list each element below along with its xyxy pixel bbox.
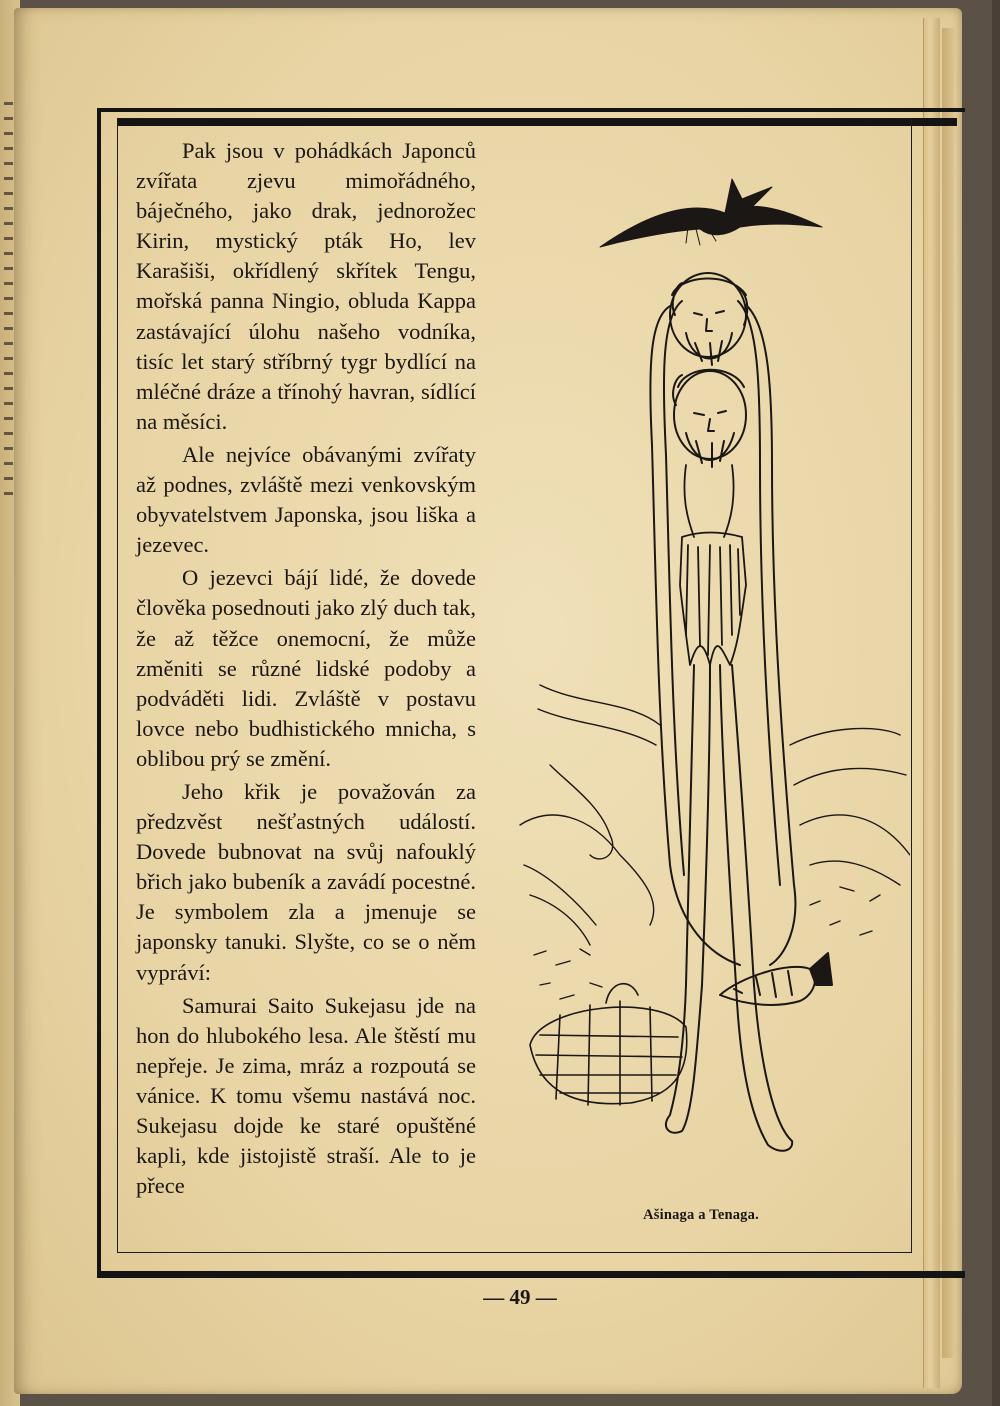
paragraph-2: Ale nejvíce obávanými zvířaty až podnes, zvláště mezi venkovským obyvatelstvem Japonska, jsou liška a jezevec. xyxy=(136,441,476,558)
illustration-caption: Ašinaga a Tenaga. xyxy=(643,1207,759,1223)
paragraph-1: Pak jsou v pohádkách Japonců zvířata zjevu mimořádného, báječného, jako drak, jednorožec Kirin, mystický pták Ho, lev Karašiši, okřídlený skřítek Tengu, mořská panna Ningio, obluda Kappa zastávající úlohu našeho vodníka, tisíc let starý stříbrný tygr bydlící na mléčné dráze a třínohý havran, sídlící na měsíci. xyxy=(136,138,476,434)
bird-drawing xyxy=(600,179,822,247)
long-arms xyxy=(650,301,795,965)
basket-drawing xyxy=(530,984,687,1105)
lower-figure-head xyxy=(673,370,746,467)
illustration-ashinaga-tenaga xyxy=(510,165,910,1175)
paragraph-5: Samurai Saito Sukejasu jde na hon do hlubokého lesa. Ale štěstí mu nepřeje. Je zima, mráz a rozpoutá se vánice. K tomu všemu nastává noc. Sukejasu dojde ke staré opuštěné kapli, kde jistojistě straší. Ale to je přece xyxy=(136,992,476,1199)
page-number: — 49 — xyxy=(483,1285,557,1309)
book-cover-edge xyxy=(992,0,1000,1406)
paragraph-4: Jeho křik je považován za předzvěst nešťastných událostí. Dovede bubnovat na svůj nafouklý břich jako bubeník a zavádí pocestné. Je symbolem zla a jmenuje se japonsky tanuki. Slyšte, co se o něm vypráví: xyxy=(136,778,476,985)
upper-figure-head xyxy=(670,273,747,365)
paragraph-3: O jezevci bájí lidé, že dovede člověka posednouti jako zlý duch tak, že až těžce onemocní, že může změniti se různé lidské podoby a podváděti lidi. Zvláště v postavu lovce nebo budhistického mnicha, s oblibou prý se změní. xyxy=(136,565,476,771)
long-legs xyxy=(666,665,792,1151)
torso-leaf-skirt xyxy=(680,465,746,665)
text-column xyxy=(136,136,476,1201)
